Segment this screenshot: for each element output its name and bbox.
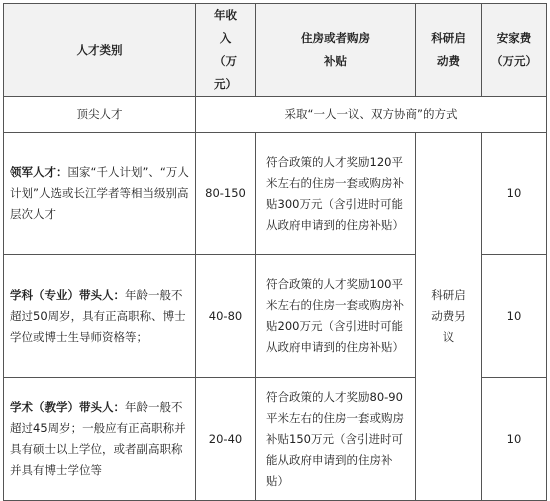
housing-cell: 符合政策的人才奖励80-90平米左右的住房一套或购房补贴150万元（含引进时可能从政府申请到的住房补贴） [256, 378, 416, 501]
settle-cell: 10 [482, 133, 547, 255]
header-research: 科研启动费 [416, 4, 482, 97]
header-housing: 住房或者购房补贴 [256, 4, 416, 97]
table-row [4, 97, 547, 133]
income-cell: 40-80 [196, 255, 256, 378]
income-cell: 80-150 [196, 133, 256, 255]
category-bold: 领军人才： [10, 165, 68, 179]
income-cell: 20-40 [196, 378, 256, 501]
header-category: 人才类别 [4, 4, 196, 97]
header-income: 年收入（万元） [196, 4, 256, 97]
category-desc: 年龄一般不超过45周岁；一般应有正高职称并具有硕士以上学位，或者副高职称并具有博士学位等 [10, 400, 186, 477]
research-merged-cell [416, 133, 482, 501]
research-text: 科研启动费另议 [431, 288, 466, 344]
category-cell [4, 378, 196, 501]
settle-cell: 10 [482, 255, 547, 378]
category-bold: 学术（教学）带头人： [10, 400, 125, 414]
category-bold: 顶尖人才 [76, 107, 123, 121]
category-cell [4, 97, 196, 133]
settle-cell: 10 [482, 378, 547, 501]
category-cell [4, 255, 196, 378]
merged-policy-cell: 采取“一人一议、双方协商”的方式 [196, 97, 547, 133]
talent-policy-table [3, 3, 547, 501]
category-desc: 年龄一般不超过50周岁，具有正高职称、博士学位或博士生导师资格等； [10, 287, 186, 344]
category-desc: 国家“千人计划”、“万人计划”人选或长江学者等相当级别高层次人才 [10, 165, 189, 221]
housing-cell: 符合政策的人才奖励100平米左右的住房一套或购房补贴200万元（含引进时可能从政府申请到的住房补贴） [256, 255, 416, 378]
header-row [4, 4, 547, 97]
category-cell [4, 133, 196, 255]
header-settle: 安家费（万元） [482, 4, 547, 97]
housing-cell: 符合政策的人才奖励120平米左右的住房一套或购房补贴300万元（含引进时可能从政府申请到的住房补贴） [256, 133, 416, 255]
category-bold: 学科（专业）带头人： [10, 287, 125, 302]
table-row [4, 133, 547, 255]
